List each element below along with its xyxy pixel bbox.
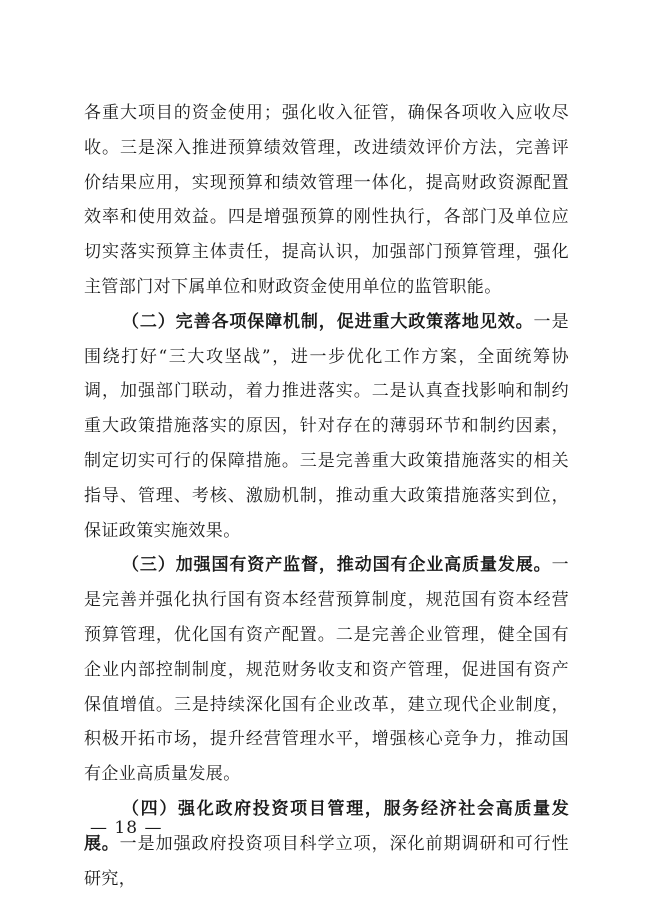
paragraph-1-text: 各重大项目的资金使用；强化收入征管，确保各项收入应收尽收。三是深入推进预算绩效管理，改进绩效评价方法，完善评价结果应用，实现预算和绩效管理一体化，提高财政资源配置效率和使用效益。四是增强预算的刚性执行，各部门及单位应切实落实预算主体责任，提高认识，加强部门预算管理，强化主管部门对下属单位和财政资金使用单位的监管职能。 xyxy=(84,103,569,297)
paragraph-2-text: 一是围绕打好“三大攻坚战”，进一步优化工作方案，全面统筹协调，加强部门联动，着力推进落实。二是认真查找影响和制约重大政策措施落实的原因，针对存在的薄弱环节和制约因素，制定切实可行的保障措施。三是完善重大政策措施落实的相关指导、管理、考核、激励机制，推动重大政策措施落实到位，保证政策实施效果。 xyxy=(84,311,569,541)
paragraph-4-heading: （四）强化政府投资项目管理，服务经济社会高质量发展。 xyxy=(84,798,569,854)
paragraph-1 xyxy=(84,96,569,305)
paragraph-4 xyxy=(84,792,569,896)
document-body xyxy=(84,96,569,896)
paragraph-4-text: 一是加强政府投资项目科学立项，深化前期调研和可行性研究， xyxy=(84,833,570,889)
paragraph-2-heading: （二）完善各项保障机制，促进重大政策落地见效。 xyxy=(122,311,534,332)
paragraph-3-heading: （三）加强国有资产监督，推动国有企业高质量发展。 xyxy=(122,555,552,576)
paragraph-3 xyxy=(84,548,569,792)
paragraph-3-text: 一是完善并强化执行国有资本经营预算制度，规范国有资本经营预算管理，优化国有资产配置。二是完善企业管理，健全国有企业内部控制制度，规范财务收支和资产管理，促进国有资产保值增值。三是持续深化国有企业改革，建立现代企业制度，积极开拓市场，提升经营管理水平，增强核心竞争力，推动国有企业高质量发展。 xyxy=(84,555,569,785)
page-number: — 18 — xyxy=(90,818,163,838)
paragraph-2 xyxy=(84,305,569,549)
